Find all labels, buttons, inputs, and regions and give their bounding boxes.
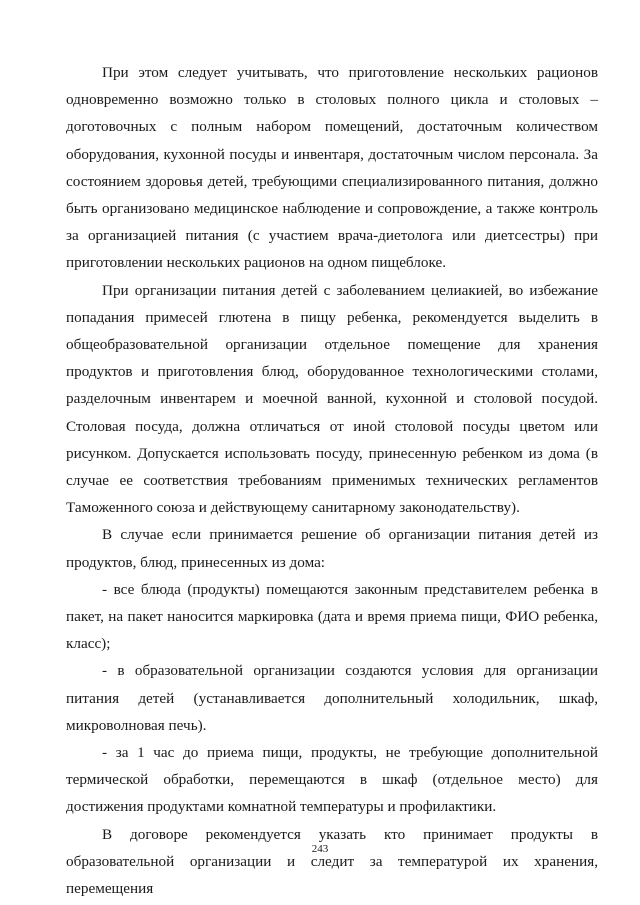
paragraph-celiac-disease: При организации питания детей с заболеванием целиакией, во избежание попадания примесей глютена в пищу ребенка, рекомендуется выделить в общеобразовательной организации отдельное помещение для хранения продуктов и приготовления блюд, оборудованное технологическими столами, разделочным инвентарем и моечной ванной, кухонной и столовой посудой. Столовая посуда, должна отличаться от иной столовой посуды цветом или рисунком. Допускается использовать посуду, принесенную ребенком из дома (в случае ее соответствия требованиям применимых технических регламентов Таможенного союза и действующему санитарному законодательству). bbox=[66, 281, 598, 517]
paragraph-multiple-rations: При этом следует учитывать, что приготовление нескольких рационов одновременно возможно только в столовых полного цикла и столовых – доготовочных с полным набором помещений, достаточным количеством оборудования, кухонной посуды и инвентаря, достаточным числом персонала. За состоянием здоровья детей, требующими специализированного питания, должно быть организовано медицинское наблюдение и сопровождение, а также контроль за организацией питания (с участием врача-диетолога или диетсестры) при приготовлении нескольких рационов на одном пищеблоке. bbox=[66, 64, 598, 272]
list-item-labeling: - все блюда (продукты) помещаются законным представителем ребенка в пакет, на пакет наносится маркировка (дата и время приема пищи, ФИО ребенка, класс); bbox=[66, 580, 598, 653]
page-number: 243 bbox=[311, 843, 329, 855]
page-body bbox=[66, 59, 598, 902]
list-item-room-temperature: - за 1 час до приема пищи, продукты, не требующие дополнительной термической обработки, перемещаются в шкаф (отдельное место) для достижения продуктами комнатной температуры и профилактики. bbox=[66, 744, 598, 816]
paragraph-home-food-intro: В случае если принимается решение об организации питания детей из продуктов, блюд, принесенных из дома: bbox=[66, 526, 598, 571]
list-item-conditions: - в образовательной организации создаются условия для организации питания детей (устанавливается дополнительный холодильник, шкаф, микроволновая печь). bbox=[66, 662, 598, 734]
paragraph-contract: В договоре рекомендуется указать кто принимает продукты в образовательной организации и следит за температурой их хранения, перемещения bbox=[66, 825, 598, 898]
